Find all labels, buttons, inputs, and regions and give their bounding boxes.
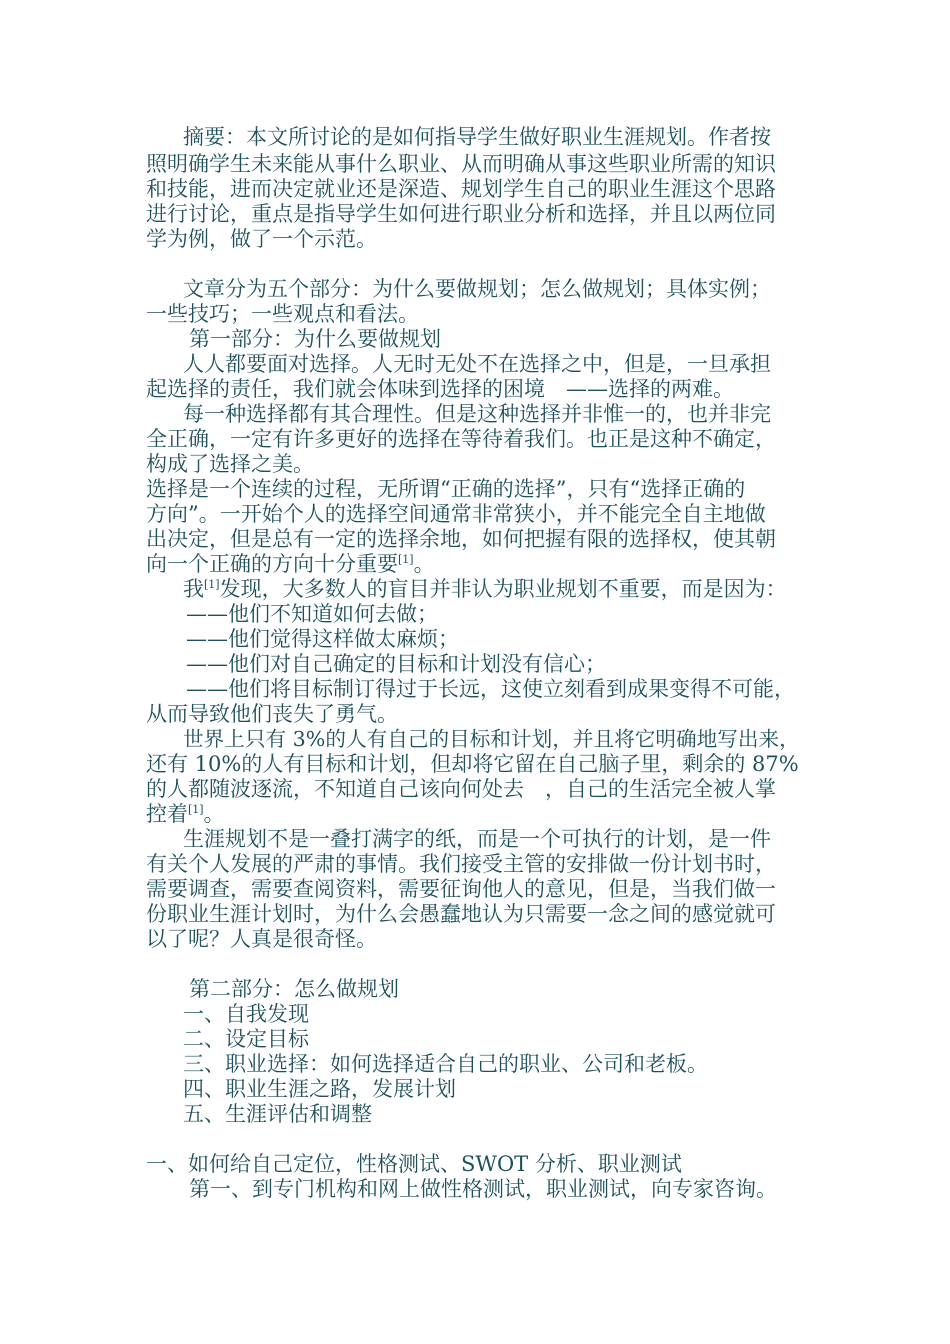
p5-line-2: 还有 10%的人有目标和计划，但却将它留在自己脑子里，剩余的 87% [146, 752, 799, 776]
p5-line-4 [146, 802, 225, 827]
p6-line-2: 有关个人发展的严肃的事情。我们接受主管的安排做一份计划书时， [146, 852, 776, 876]
p2-line-3: 构成了选择之美。 [146, 452, 314, 476]
list1-item-4: ——他们将目标制订得过于长远，这使立刻看到成果变得不可能， [186, 677, 795, 701]
p1-line-1: 人人都要面对选择。人无时无处不在选择之中，但是，一旦承担 [183, 352, 771, 376]
abstract-line-3: 和技能，进而决定就业还是深造、规划学生自己的职业生涯这个思路 [146, 177, 776, 201]
abstract-line-2: 照明确学生未来能从事什么职业、从而明确从事这些职业所需的知识 [146, 152, 776, 176]
list1-item-4-cont: 从而导致他们丧失了勇气。 [146, 702, 398, 726]
list1-item-2: ——他们觉得这样做太麻烦； [186, 627, 459, 651]
list2-item-2: 二、设定目标 [183, 1027, 309, 1051]
p5-line-4-end: 。 [203, 802, 225, 826]
abstract-line-1: 摘要：本文所讨论的是如何指导学生做好职业生涯规划。作者按 [183, 125, 771, 149]
p1-line-2: 起选择的责任，我们就会体味到选择的困境 ——选择的两难。 [146, 377, 734, 401]
list1-item-1: ——他们不知道如何去做； [186, 602, 438, 626]
p5-line-3: 的人都随波逐流，不知道自己该向何处去 ，自己的生活完全被人掌 [146, 777, 776, 801]
p2-line-2: 全正确，一定有许多更好的选择在等待着我们。也正是这种不确定， [146, 427, 776, 451]
outline-line-1: 文章分为五个部分：为什么要做规划；怎么做规划；具体实例； [183, 277, 771, 301]
p3-line-4-end: 。 [413, 552, 435, 576]
list2-item-3: 三、职业选择：如何选择适合自己的职业、公司和老板。 [183, 1052, 708, 1076]
list2-item-5: 五、生涯评估和调整 [183, 1102, 372, 1126]
p3-line-3: 出决定，但是总有一定的选择余地，如何把握有限的选择权，使其朝 [146, 527, 776, 551]
p2-line-1: 每一种选择都有其合理性。但是这种选择并非惟一的，也并非完 [183, 402, 771, 426]
part1-heading: 第一部分：为什么要做规划 [189, 327, 441, 351]
p3-line-1: 选择是一个连续的过程，无所谓“正确的选择”，只有“选择正确的 [146, 477, 746, 501]
p3-line-2: 方向”。一开始个人的选择空间通常非常狭小，并不能完全自主地做 [146, 502, 766, 526]
p6-line-1: 生涯规划不是一叠打满字的纸，而是一个可执行的计划，是一件 [183, 827, 771, 851]
citation-ref: [1] [398, 553, 414, 566]
p5-line-4-text: 控着 [146, 802, 188, 826]
p3-line-4 [146, 552, 435, 577]
section1-heading: 一、如何给自己定位，性格测试、SWOT 分析、职业测试 [146, 1152, 682, 1176]
p4-line-1-start: 我 [183, 577, 204, 601]
abstract-line-5: 学为例，做了一个示范。 [146, 227, 377, 251]
citation-ref: [1] [188, 803, 204, 816]
p6-line-3: 需要调查，需要查阅资料，需要征询他人的意见，但是，当我们做一 [146, 877, 776, 901]
p4-line-1 [183, 577, 787, 602]
p4-line-1-text: 发现，大多数人的盲目并非认为职业规划不重要，而是因为： [219, 577, 787, 601]
p6-line-4: 份职业生涯计划时，为什么会愚蠢地认为只需要一念之间的感觉就可 [146, 902, 776, 926]
abstract-line-4: 进行讨论，重点是指导学生如何进行职业分析和选择，并且以两位同 [146, 202, 776, 226]
list2-item-1: 一、自我发现 [183, 1002, 309, 1026]
citation-ref: [1] [204, 578, 220, 591]
list2-item-4: 四、职业生涯之路，发展计划 [183, 1077, 456, 1101]
section1-p1-line-1: 第一、到专门机构和网上做性格测试，职业测试，向专家咨询。 [189, 1177, 777, 1201]
p5-line-1: 世界上只有 3%的人有自己的目标和计划，并且将它明确地写出来， [183, 727, 800, 751]
p6-line-5: 以了呢？人真是很奇怪。 [146, 927, 377, 951]
part2-heading: 第二部分：怎么做规划 [189, 977, 399, 1001]
p3-line-4-text: 向一个正确的方向十分重要 [146, 552, 398, 576]
list1-item-3: ——他们对自己确定的目标和计划没有信心； [186, 652, 606, 676]
outline-line-2: 一些技巧；一些观点和看法。 [146, 302, 419, 326]
